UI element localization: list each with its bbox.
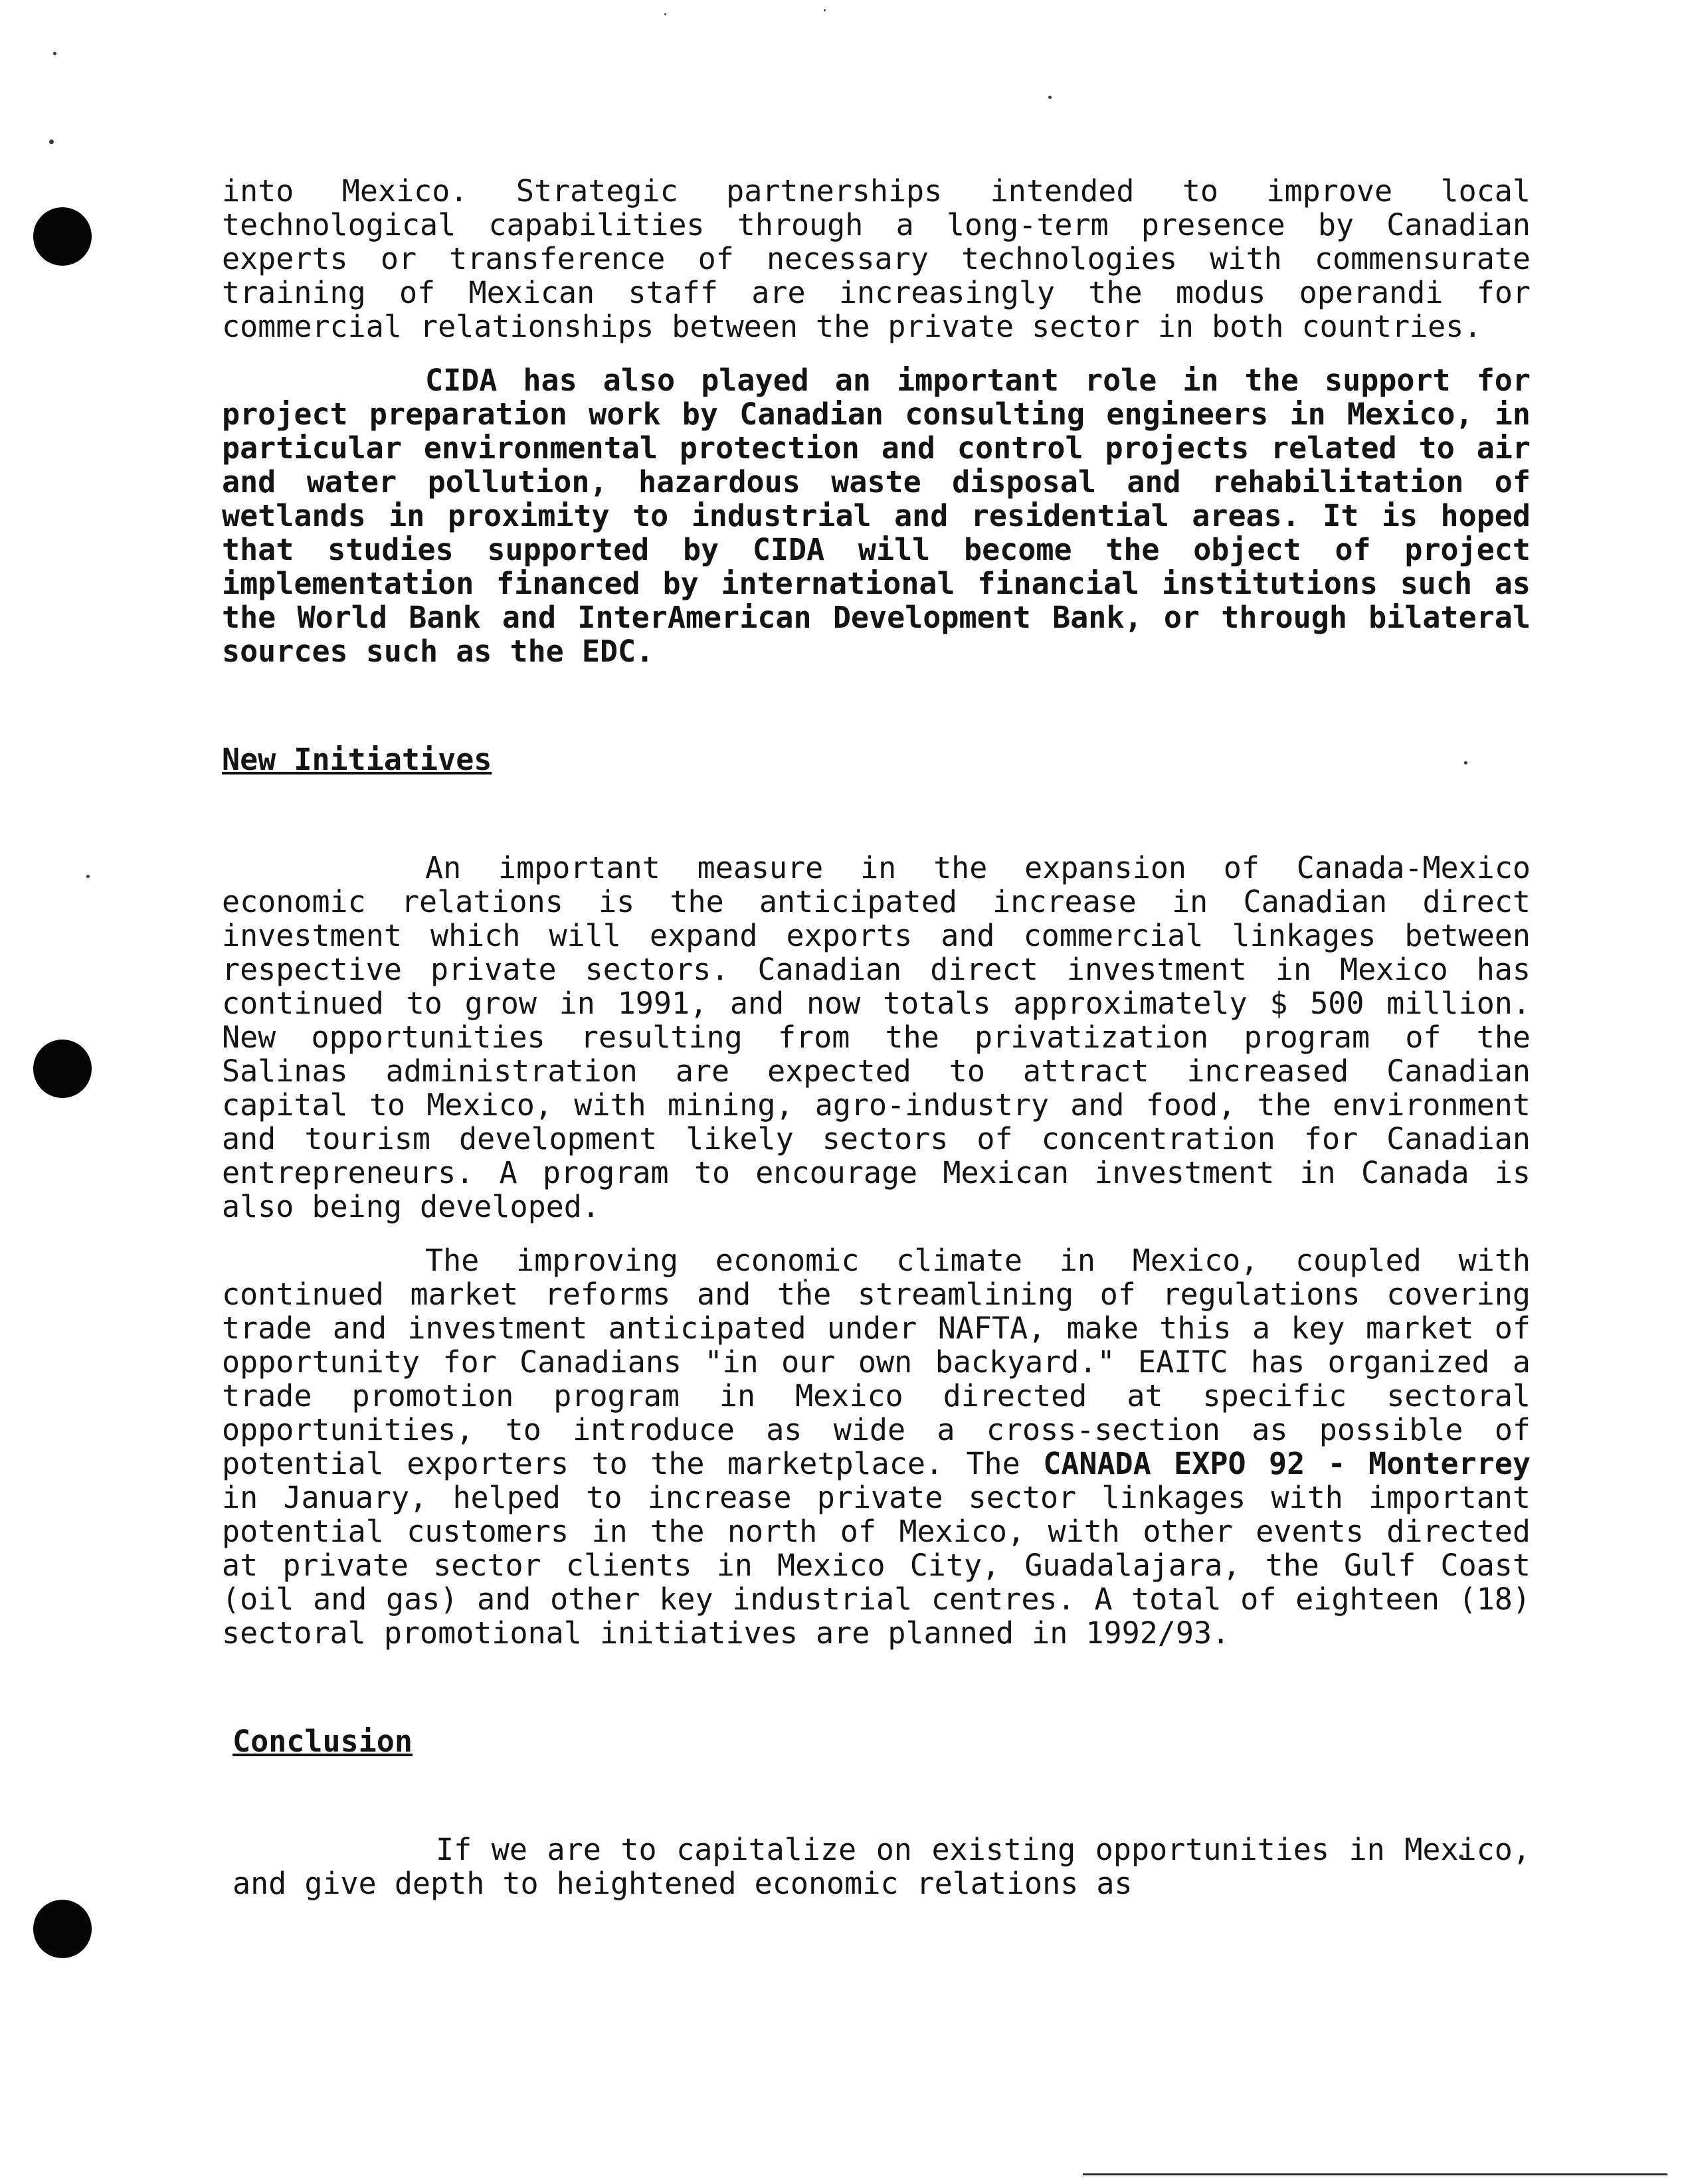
- punch-hole: [33, 1040, 92, 1098]
- scan-speck: [1048, 96, 1052, 99]
- scan-speck: [86, 875, 90, 878]
- document-body: [222, 174, 1531, 1900]
- scan-speck: [49, 139, 54, 144]
- bottom-edge-line: [1083, 2173, 1667, 2175]
- punch-hole: [33, 207, 92, 266]
- conclusion-section: [233, 1724, 1531, 1900]
- scan-speck: [664, 13, 666, 15]
- paragraph-partnerships: into Mexico. Strategic partnerships intended to improve local technological capabilities through a long-term presence by Canadian experts or transference of necessary technologies with commensurate training of Mexican staff are increasingly the modus operandi for commercial relationships between the private sector in both countries.: [222, 173, 1531, 344]
- trade-promotion-text-end: in January, helped to increase private sector linkages with important potential customers in the north of Mexico, with other events directed at private sector clients in Mexico City, Guadalajara, the Gulf Coast (oil and gas) and other key industrial centres. A total of eighteen (18) sectoral promotional initiatives are planned in 1992/93.: [222, 1480, 1531, 1651]
- paragraph-direct-investment: An important measure in the expansion of Canada-Mexico economic relations is the anticipated increase in Canadian direct investment which will expand exports and commercial linkages between respective private sectors. Canadian direct investment in Mexico has continued to grow in 1991, and now totals approximately $ 500 million. New opportunities resulting from the privatization program of the Salinas administration are expected to attract increased Canadian capital to Mexico, with mining, agro-industry and food, the environment and tourism development likely sectors of concentration for Canadian entrepreneurs. A program to encourage Mexican investment in Canada is also being developed.: [222, 850, 1531, 1224]
- paragraph-cida: CIDA has also played an important role in the support for project preparation work by Canadian consulting engineers in Mexico, in particular environmental protection and control projects related to air and water pollution, hazardous waste disposal and rehabilitation of wetlands in proximity to industrial and residential areas. It is hoped that studies supported by CIDA will become the object of project implementation financed by international financial institutions such as the World Bank and InterAmerican Development Bank, or through bilateral sources such as the EDC.: [222, 363, 1531, 669]
- canada-expo-emphasis: CANADA EXPO 92 - Monterrey: [1043, 1446, 1531, 1481]
- scan-speck: [53, 52, 56, 55]
- heading-conclusion: Conclusion: [233, 1724, 413, 1759]
- punch-hole: [33, 1900, 92, 1958]
- scan-speck: [824, 9, 826, 11]
- trade-promotion-text-start: The improving economic climate in Mexico, coupled with continued market reforms and the streamlining of regulations covering trade and investment anticipated under NAFTA, make this a key market of opportunity for Canadians "in our own backyard." EAITC has organized a trade promotion program in Mexico directed at specific sectoral opportunities, to introduce as wide a cross-section as possible of potential exporters to the marketplace. The: [222, 1243, 1531, 1481]
- paragraph-trade-promotion: [222, 1243, 1531, 1650]
- paragraph-conclusion: If we are to capitalize on existing opportunities in Mexico, and give depth to heightened economic relations as: [233, 1832, 1531, 1901]
- heading-new-initiatives: New Initiatives: [222, 742, 492, 777]
